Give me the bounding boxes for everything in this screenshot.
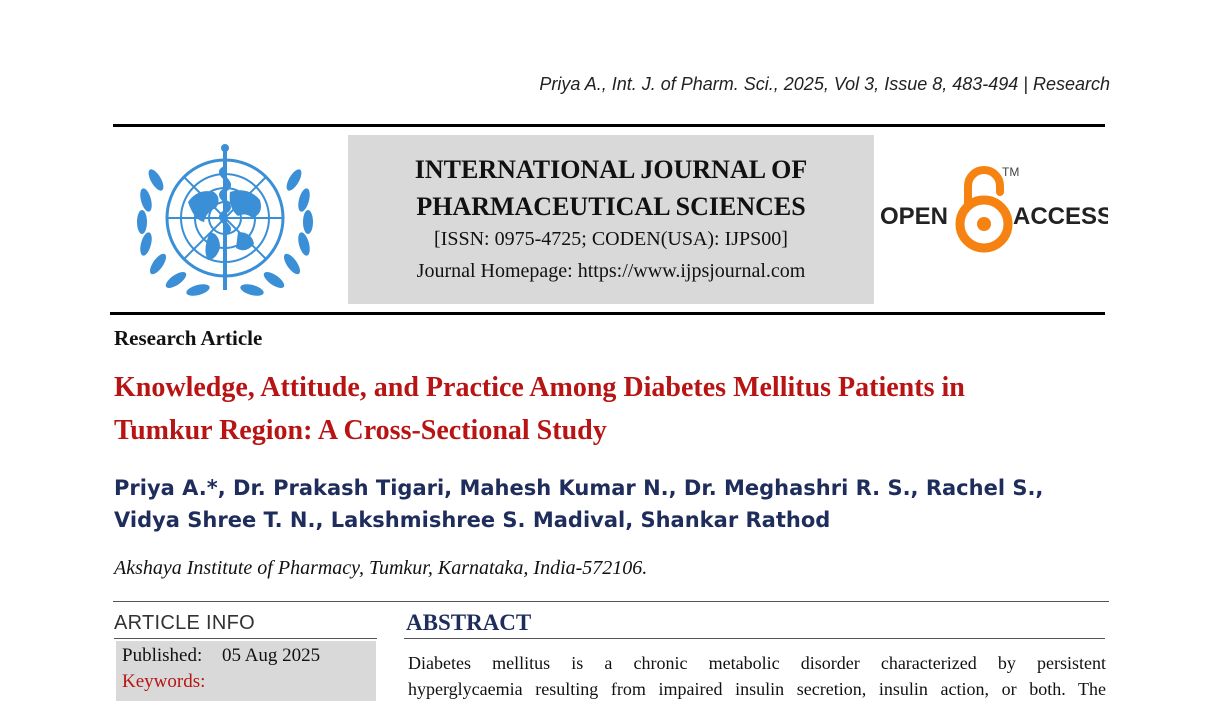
abstract-line1: Diabetes mellitus is a chronic metabolic disorder characterized by persistent [408, 653, 1106, 673]
journal-issn: [ISSN: 0975-4725; CODEN(USA): IJPS00] [434, 228, 788, 250]
article-info-rule [114, 638, 377, 639]
author-list [114, 472, 1114, 536]
journal-title-box [348, 135, 874, 304]
authors-line1: Priya A.*, Dr. Prakash Tigari, Mahesh Kumar N., Dr. Meghashri R. S., Rachel S., [114, 476, 1044, 500]
journal-title-line2: PHARMACEUTICAL SCIENCES [416, 192, 806, 221]
header-top-rule [113, 124, 1105, 127]
open-access-logo [878, 162, 1108, 254]
keywords-label: Keywords: [122, 671, 206, 692]
journal-logo-emblem [126, 140, 324, 306]
affiliation: Akshaya Institute of Pharmacy, Tumkur, Karnataka, India-572106. [114, 557, 648, 579]
citation-line: Priya A., Int. J. of Pharm. Sci., 2025, Vol 3, Issue 8, 483-494 | Research [539, 74, 1110, 94]
authors-line2: Vidya Shree T. N., Lakshmishree S. Madival, Shankar Rathod [114, 508, 831, 532]
open-label: OPEN [880, 203, 949, 230]
journal-title [348, 151, 874, 225]
published-date: 05 Aug 2025 [222, 645, 321, 666]
abstract-rule [404, 638, 1105, 639]
open-access-lock-icon [878, 162, 1108, 254]
published-label: Published: [122, 645, 203, 666]
abstract-body [408, 650, 1106, 702]
article-info-box [116, 641, 376, 701]
paper-title-line2: Tumkur Region: A Cross-Sectional Study [114, 415, 607, 446]
tm-label: TM [1002, 165, 1020, 179]
article-info-heading: ARTICLE INFO [114, 612, 256, 634]
emblem-icon [126, 140, 324, 306]
journal-title-line1: INTERNATIONAL JOURNAL OF [414, 155, 808, 184]
abstract-heading: ABSTRACT [406, 610, 532, 635]
abstract-line2: hyperglycaemia resulting from impaired insulin secretion, insulin action, or both. The [408, 679, 1106, 699]
header-bottom-rule [110, 312, 1105, 315]
article-type-label: Research Article [114, 326, 263, 350]
paper-title [114, 366, 1114, 452]
section-rule [113, 601, 1109, 602]
journal-homepage-link[interactable]: Journal Homepage: https://www.ijpsjournal.com [416, 260, 806, 282]
access-label: ACCESS [1013, 203, 1108, 230]
paper-title-line1: Knowledge, Attitude, and Practice Among Diabetes Mellitus Patients in [114, 372, 965, 403]
